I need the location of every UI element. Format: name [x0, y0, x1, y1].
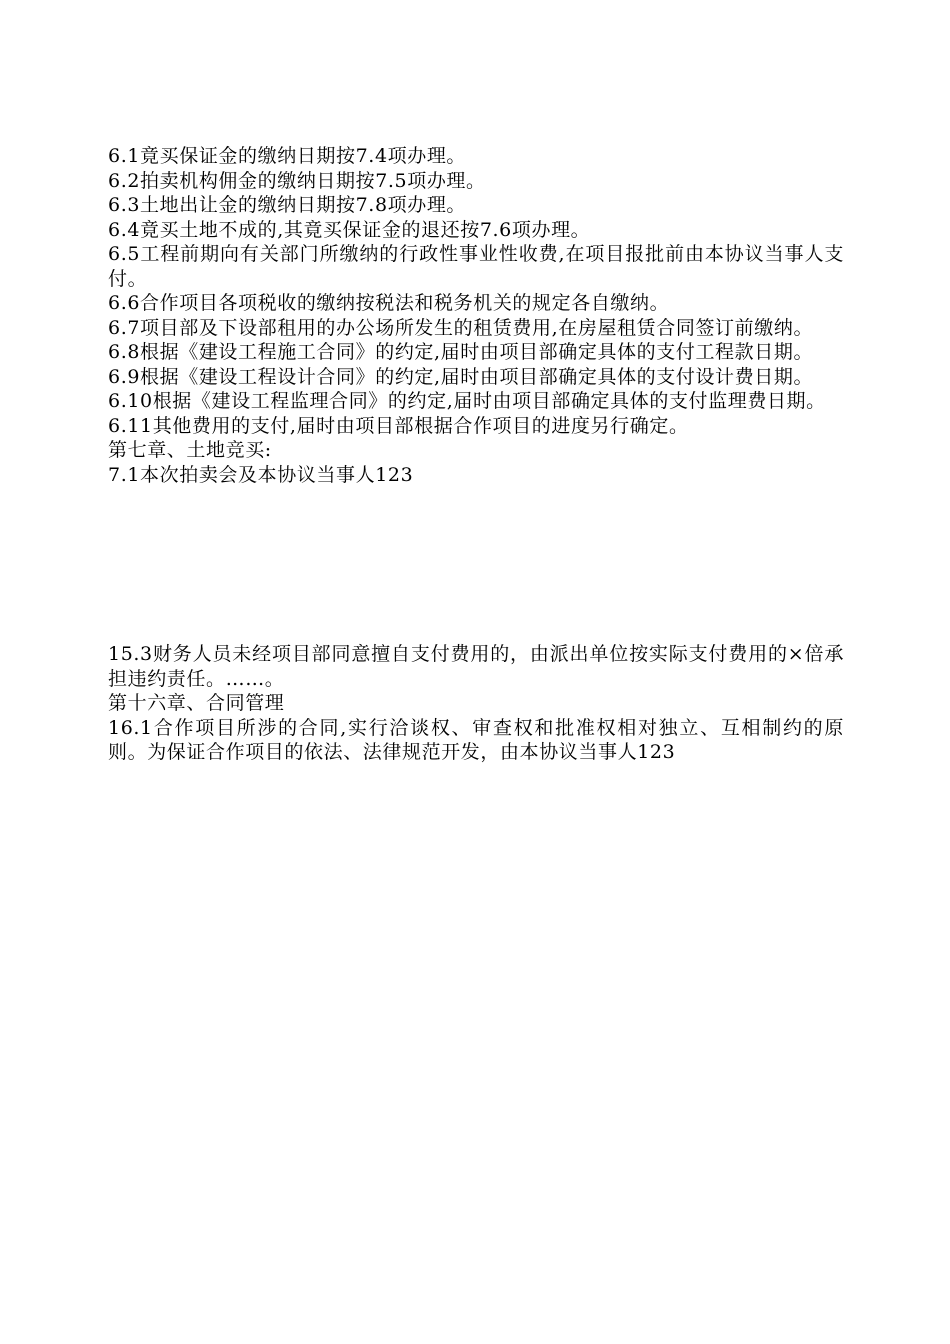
paragraph-6-4: 6.4竟买土地不成的,其竟买保证金的退还按7.6项办理。 — [108, 218, 591, 241]
paragraph-7-1: 7.1本次拍卖会及本协议当事人123 — [108, 463, 414, 486]
paragraph-16-1: 16.1合作项目所涉的合同,实行洽谈权、审查权和批准权相对独立、互相制约的原则。为保证合作项目的依法、法律规范开发，由本协议当事人123 — [108, 716, 844, 763]
text-section-chapter-6-7 — [108, 144, 844, 487]
paragraph-6-5: 6.5工程前期向有关部门所缴纳的行政性事业性收费,在项目报批前由本协议当事人支付。 — [108, 243, 844, 290]
paragraph-6-2: 6.2拍卖机构佣金的缴纳日期按7.5项办理。 — [108, 169, 486, 192]
chapter-7-heading: 第七章、土地竞买: — [108, 439, 272, 461]
paragraph-6-6: 6.6合作项目各项税收的缴纳按税法和税务机关的规定各自缴纳。 — [108, 292, 670, 314]
chapter-16-heading: 第十六章、合同管理 — [108, 692, 285, 714]
text-section-chapter-15-16 — [108, 642, 844, 765]
paragraph-6-9: 6.9根据《建设工程设计合同》的约定,届时由项目部确定具体的支付设计费日期。 — [108, 365, 814, 388]
paragraph-6-3: 6.3土地出让金的缴纳日期按7.8项办理。 — [108, 194, 467, 216]
paragraph-6-7: 6.7项目部及下设部租用的办公场所发生的租赁费用,在房屋租赁合同签订前缴纳。 — [108, 316, 814, 339]
paragraph-15-3: 15.3财务人员未经项目部同意擅自支付费用的，由派出单位按实际支付费用的×倍承担违约责任。……。 — [108, 643, 844, 690]
paragraph-6-11: 6.11其他费用的支付,届时由项目部根据合作项目的进度另行确定。 — [108, 414, 689, 437]
paragraph-6-8: 6.8根据《建设工程施工合同》的约定,届时由项目部确定具体的支付工程款日期。 — [108, 341, 814, 363]
paragraph-6-10: 6.10根据《建设工程监理合同》的约定,届时由项目部确定具体的支付监理费日期。 — [108, 390, 826, 412]
paragraph-6-1: 6.1竟买保证金的缴纳日期按7.4项办理。 — [108, 145, 467, 167]
